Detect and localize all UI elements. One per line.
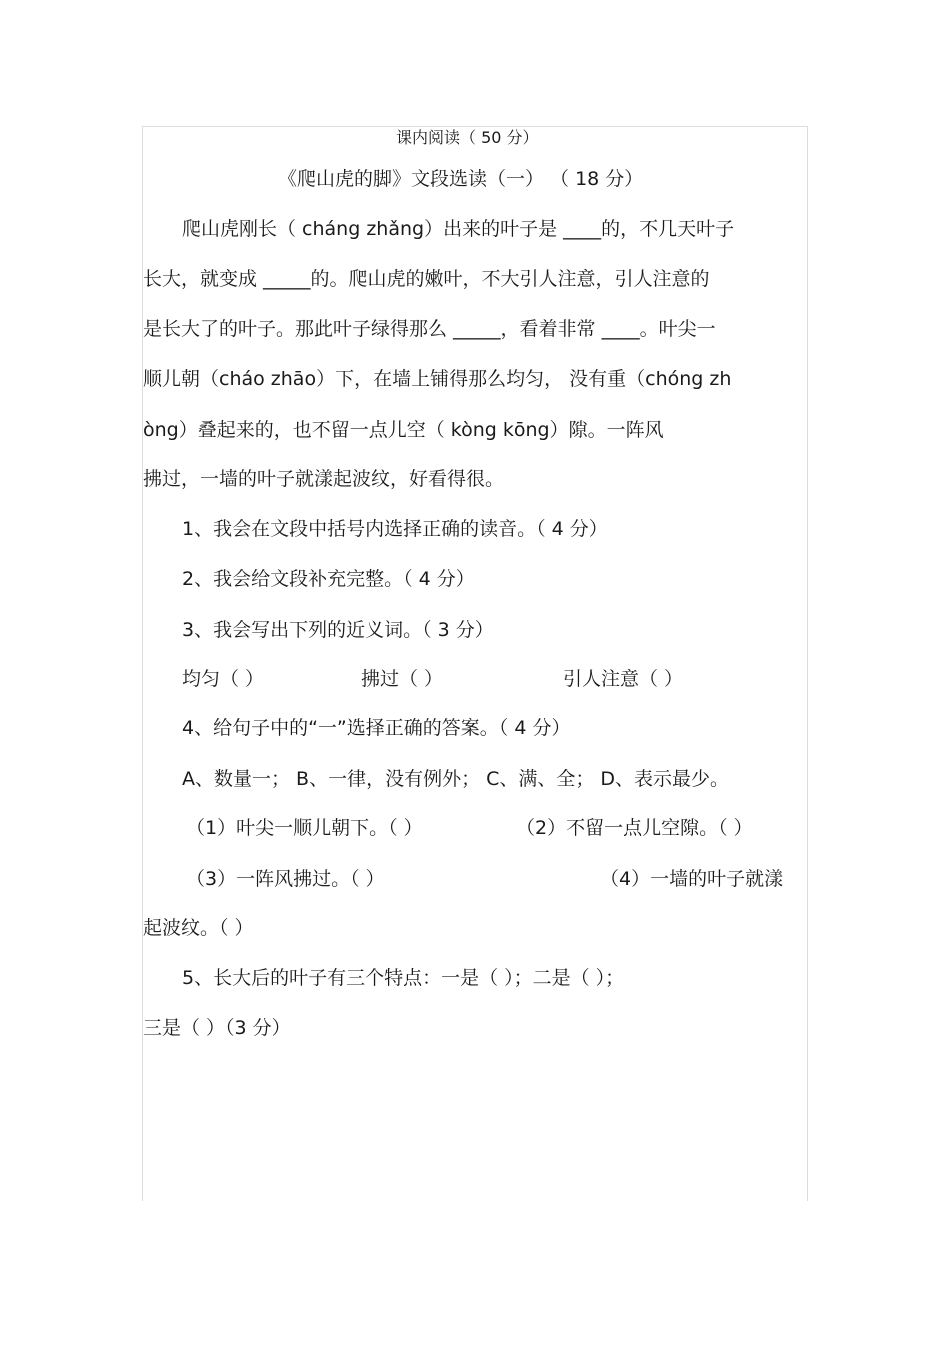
passage-line: 长大，就变成 _____的。爬山虎的嫩叶，不大引人注意，引人注意的 xyxy=(143,268,710,290)
synonym-item[interactable]: 引人注意（ ） xyxy=(563,668,684,690)
question-1: 1、我会在文段中括号内选择正确的读音。（ 4 分） xyxy=(182,518,608,540)
q4-item-2[interactable]: （2）不留一点儿空隙。（ ） xyxy=(516,817,753,839)
passage-title: 《爬山虎的脚》文段选读（一） （ 18 分） xyxy=(278,168,644,190)
question-2: 2、我会给文段补充完整。（ 4 分） xyxy=(182,568,475,590)
synonym-item[interactable]: 拂过（ ） xyxy=(361,668,444,690)
question-5[interactable]: 5、长大后的叶子有三个特点：一是（ ）；二是（ ）； xyxy=(182,967,625,989)
passage-line: 是长大了的叶子。那此叶子绿得那么 _____，看着非常 ____。叶尖一 xyxy=(143,318,716,340)
section-header: 课内阅读（ 50 分） xyxy=(396,128,539,147)
question-3: 3、我会写出下列的近义词。（ 3 分） xyxy=(182,619,494,641)
question-4-options: A、数量一； B、一律，没有例外； C、满、全； D、表示最少。 xyxy=(182,768,730,790)
question-4: 4、给句子中的“一”选择正确的答案。（ 4 分） xyxy=(182,717,571,739)
question-5-cont[interactable]: 三是（ ）（3 分） xyxy=(143,1017,291,1039)
q4-item-3[interactable]: （3）一阵风拂过。（ ） xyxy=(186,868,385,890)
q4-item-4[interactable]: （4）一墙的叶子就漾 xyxy=(600,868,784,890)
q4-item-1[interactable]: （1）叶尖一顺儿朝下。（ ） xyxy=(186,817,423,839)
passage-line: òng）叠起来的，也不留一点儿空（ kòng kōng）隙。一阵风 xyxy=(143,419,664,441)
passage-line: 拂过，一墙的叶子就漾起波纹，好看得很。 xyxy=(143,468,505,490)
passage-line: 顺儿朝（cháo zhāo）下，在墙上铺得那么均匀， 没有重（chóng zh xyxy=(143,368,732,390)
q4-item-4-cont[interactable]: 起波纹。（ ） xyxy=(143,917,254,939)
passage-line: 爬山虎刚长（ cháng zhǎng）出来的叶子是 ____的，不几天叶子 xyxy=(182,218,735,240)
synonym-item[interactable]: 均匀（ ） xyxy=(182,668,265,690)
